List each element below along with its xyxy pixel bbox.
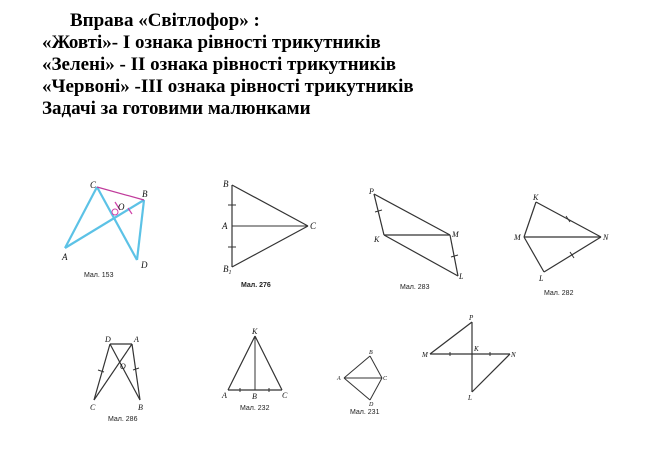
caption-276: Мал. 276 [241, 282, 271, 289]
green-rule: «Зелені» - ІІ ознака рівності трикутників [42, 54, 396, 75]
label-b-top: B [223, 179, 229, 189]
label-n: N [511, 351, 516, 359]
label-a: A [134, 335, 139, 344]
label-a: A [222, 391, 227, 400]
figure-153 [40, 180, 170, 285]
label-b: B [252, 392, 257, 401]
label-m: M [514, 233, 521, 242]
label-b1: $B_1$ [223, 264, 232, 276]
label-c: C [383, 376, 388, 382]
label-p: P [369, 187, 374, 196]
caption-231: Мал. 231 [350, 409, 380, 416]
label-a: A [62, 252, 68, 262]
caption-286: Мал. 286 [108, 416, 138, 423]
exercise-title: Вправа «Світлофор» : [70, 10, 260, 31]
label-o: O [118, 202, 125, 212]
label-d: D [369, 402, 374, 408]
caption-282: Мал. 282 [544, 290, 574, 297]
figure-283 [362, 184, 477, 294]
label-k: K [252, 327, 258, 336]
label-c: C [310, 221, 317, 231]
caption-153: Мал. 153 [84, 272, 114, 279]
label-d: D [141, 260, 148, 270]
label-d: D [105, 335, 111, 344]
figure-232 [218, 326, 298, 416]
label-k: K [374, 235, 380, 244]
label-c: C [90, 180, 97, 190]
yellow-rule: «Жовті»- І ознака рівності трикутників [42, 32, 381, 53]
label-b: B [142, 189, 148, 199]
caption-232: Мал. 232 [240, 405, 270, 412]
label-c: C [282, 391, 288, 400]
label-k: K [533, 193, 539, 202]
label-l: L [459, 272, 464, 281]
label-a: A [337, 376, 341, 382]
label-m: M [422, 351, 428, 359]
label-p: P [469, 314, 474, 322]
figure-286 [82, 330, 162, 425]
figure-276 [216, 176, 326, 291]
caption-283: Мал. 283 [400, 284, 430, 291]
figure-pmknl [420, 314, 520, 406]
label-l: L [539, 274, 544, 283]
label-n: N [603, 233, 609, 242]
label-a: A [222, 221, 228, 231]
label-c: C [90, 403, 96, 412]
label-k: K [474, 345, 479, 353]
label-b: B [138, 403, 143, 412]
figure-282 [508, 188, 618, 300]
exercise-text [42, 10, 414, 120]
figure-231 [336, 348, 398, 418]
label-l: L [468, 394, 472, 402]
label-m: M [452, 230, 459, 239]
label-b: B [369, 350, 373, 356]
label-o: O [120, 362, 126, 371]
red-rule: «Червоні» -ІІІ ознака рівності трикутників [42, 76, 414, 97]
tasks-heading: Задачі за готовими малюнками [42, 98, 311, 119]
